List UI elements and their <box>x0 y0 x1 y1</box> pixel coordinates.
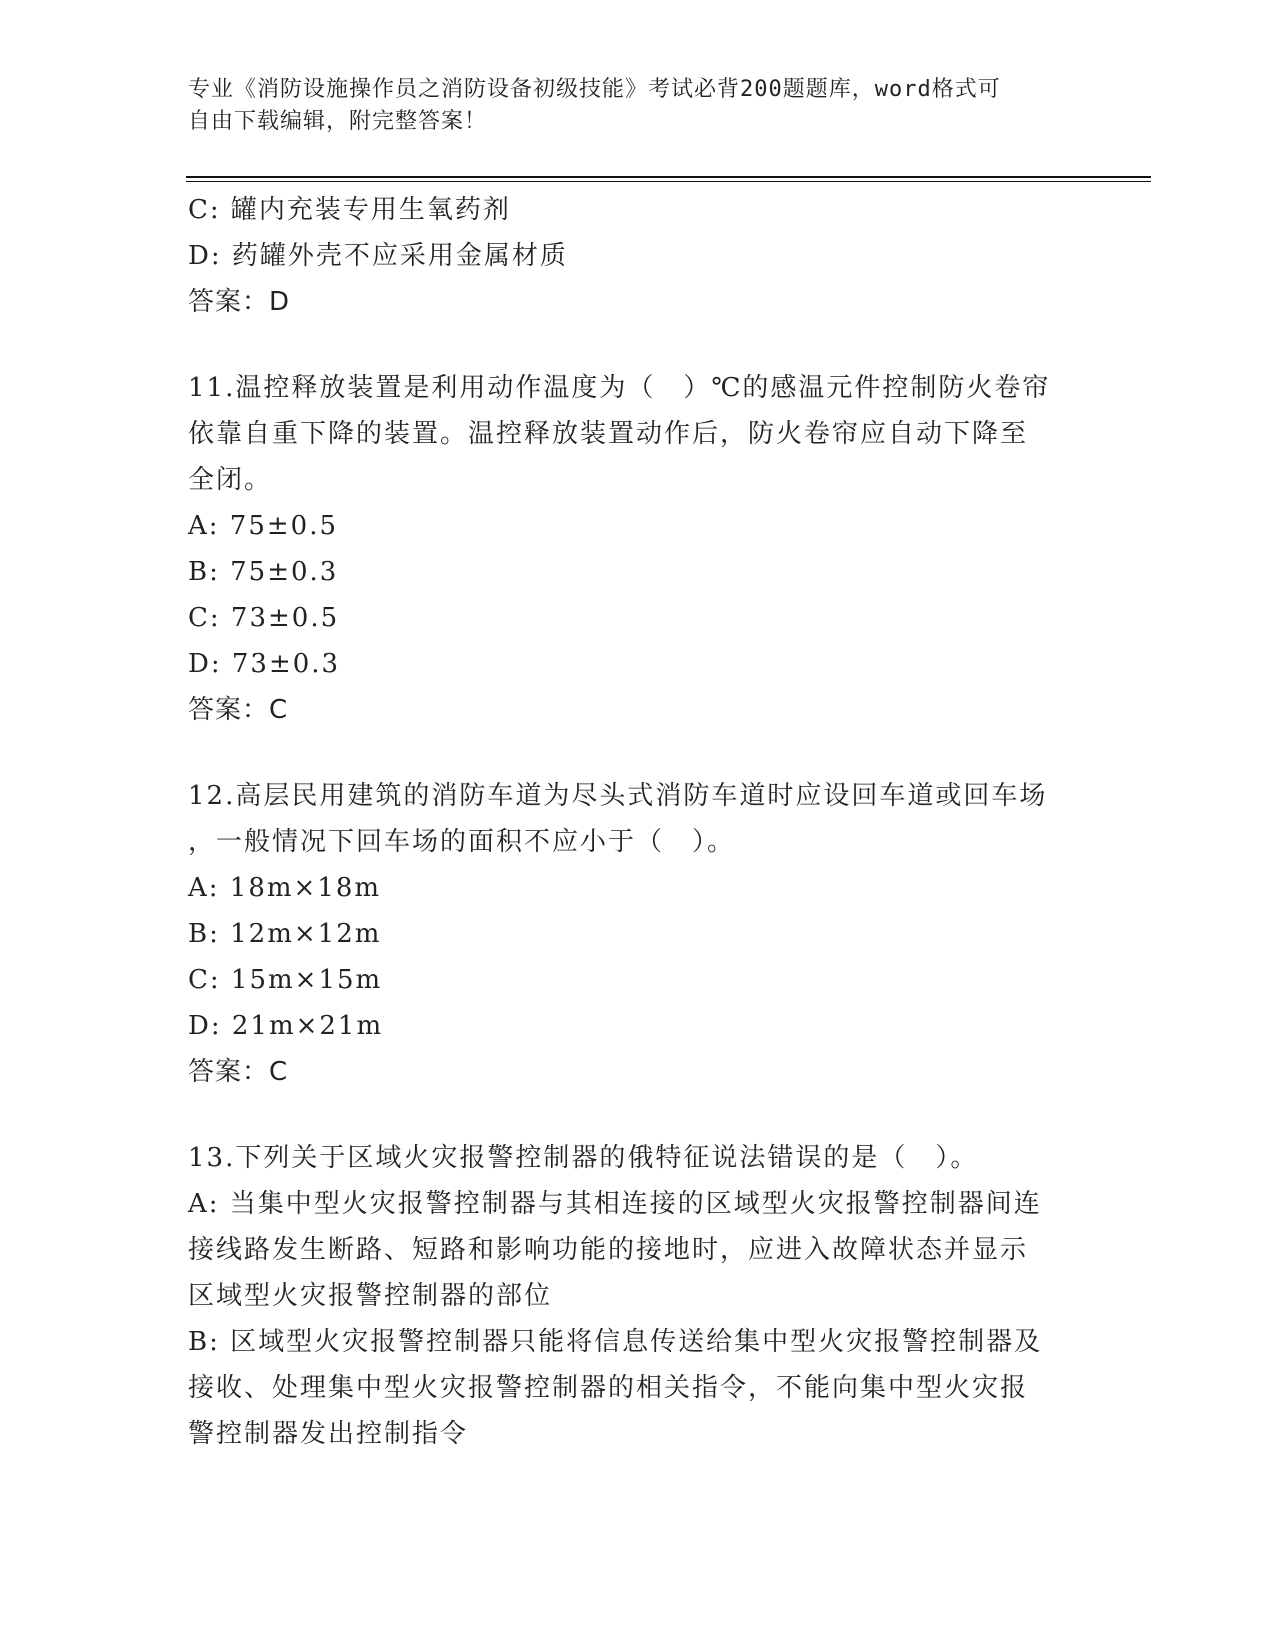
option-b: B: 75±0.3 <box>188 557 339 587</box>
question-10-tail <box>188 187 1068 325</box>
option-d: D: 73±0.3 <box>188 649 341 679</box>
option-d: D: 药罐外壳不应采用金属材质 <box>188 241 568 271</box>
option-d: D: 21m×21m <box>188 1011 384 1041</box>
question-stem: 12.高层民用建筑的消防车道为尽头式消防车道时应设回车道或回车场 <box>188 781 1048 811</box>
option-a: 接线路发生断路、短路和影响功能的接地时，应进入故障状态并显示 <box>188 1235 1029 1265</box>
question-stem: 全闭。 <box>188 465 273 495</box>
question-stem: ，一般情况下回车场的面积不应小于（ ）。 <box>188 827 736 857</box>
option-b: B: 12m×12m <box>188 919 382 949</box>
question-stem: 11.温控释放装置是利用动作温度为（ ）℃的感温元件控制防火卷帘 <box>188 373 1051 403</box>
question-13 <box>188 1135 1068 1457</box>
document-header <box>188 74 1068 138</box>
answer: 答案：C <box>188 695 289 725</box>
question-stem: 13.下列关于区域火灾报警控制器的俄特征说法错误的是（ ）。 <box>188 1143 979 1173</box>
header-divider-thick <box>186 176 1151 178</box>
option-a: A: 18m×18m <box>188 873 382 903</box>
option-c: C: 罐内充装专用生氧药剂 <box>188 195 511 225</box>
option-a: A: 75±0.5 <box>188 511 339 541</box>
option-a: A: 当集中型火灾报警控制器与其相连接的区域型火灾报警控制器间连 <box>188 1189 1042 1219</box>
option-c: C: 73±0.5 <box>188 603 340 633</box>
question-11 <box>188 365 1068 733</box>
header-line-1: 专业《消防设施操作员之消防设备初级技能》考试必背200题题库，word格式可 <box>188 77 1001 102</box>
answer: 答案：D <box>188 287 291 317</box>
answer: 答案：C <box>188 1057 289 1087</box>
question-stem: 依靠自重下降的装置。温控释放装置动作后，防火卷帘应自动下降至 <box>188 419 1029 449</box>
option-b: 警控制器发出控制指令 <box>188 1419 469 1449</box>
option-c: C: 15m×15m <box>188 965 383 995</box>
header-line-2: 自由下载编辑，附完整答案！ <box>188 109 488 134</box>
option-b: 接收、处理集中型火灾报警控制器的相关指令，不能向集中型火灾报 <box>188 1373 1029 1403</box>
document-body <box>188 187 1068 1457</box>
option-a: 区域型火灾报警控制器的部位 <box>188 1281 553 1311</box>
option-b: B: 区域型火灾报警控制器只能将信息传送给集中型火灾报警控制器及 <box>188 1327 1043 1357</box>
header-divider-thin <box>186 181 1151 182</box>
question-12 <box>188 773 1068 1095</box>
